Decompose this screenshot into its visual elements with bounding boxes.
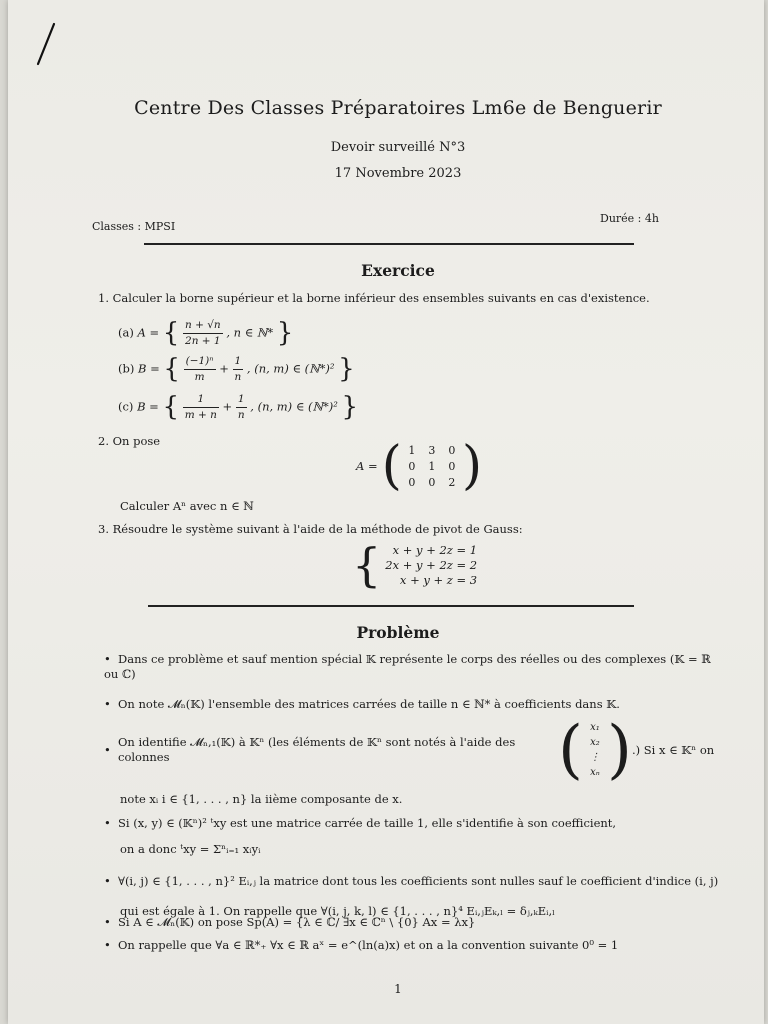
system-brace: {: [352, 538, 382, 592]
q1a-condition: , n ∈ ℕ*: [226, 325, 274, 340]
q1b-denominator-2: n: [234, 371, 242, 383]
matrix-cell: 2: [448, 475, 456, 489]
question-2-intro: 2. On pose: [98, 434, 161, 448]
q1c-label: (c): [118, 399, 134, 414]
bullet-text: On rappelle que ∀a ∈ ℝ*₊ ∀x ∈ ℝ aˣ = e^(ln(a)x) et on a la convention suivante 0⁰ = 1: [118, 938, 619, 952]
plus-sign: +: [219, 361, 229, 376]
close-brace: }: [341, 392, 359, 422]
q1a-label: (a): [118, 325, 134, 340]
matrix-cell: 0: [408, 475, 416, 489]
bullet-icon: •: [104, 697, 111, 711]
vector-entry: x₁: [590, 722, 600, 733]
bullet-item-5-line-2: qui est égale à 1. On rappelle que ∀(i, j, k, l) ∈ {1, . . . , n}⁴ Eᵢ,ⱼEₖ,ₗ = δⱼ,ₖEᵢ,ₗ: [120, 904, 555, 918]
q1c-lhs: B =: [137, 399, 159, 414]
left-paren: (: [558, 713, 583, 787]
question-3-intro: 3. Résoudre le système suivant à l'aide de la méthode de pivot de Gauss:: [98, 522, 523, 536]
question-1c: [118, 392, 358, 423]
right-paren: ): [606, 713, 632, 787]
bullet-text: Si (x, y) ∈ (𝕂ⁿ)² ᵗxy est une matrice carrée de taille 1, elle s'identifie à son coefficient,: [118, 816, 617, 830]
matrix-cell: 0: [428, 475, 436, 489]
matrix-cell: 1: [408, 443, 416, 457]
bullet-text: Dans ce problème et sauf mention spécial 𝕂 représente le corps des réelles ou des complexes (𝕂 = ℝ ou ℂ): [104, 652, 711, 681]
vector-entry: x₂: [590, 737, 600, 748]
q1b-lhs: B =: [138, 361, 160, 376]
close-brace: }: [276, 318, 294, 348]
matrix-cell: 1: [428, 459, 436, 473]
divider-top: [144, 243, 634, 245]
exam-duration: Durée : 4h: [600, 212, 659, 225]
plus-sign: +: [222, 399, 233, 414]
bullet-item-3: [104, 713, 724, 787]
bullet-text: Si A ∈ 𝓜ₙ(𝕂) on pose Sp(A) = {λ ∈ ℂ/ ∃x ∈ ℂⁿ \ {0} Ax = λx}: [118, 915, 476, 929]
bullet-icon: •: [104, 938, 111, 952]
q1b-condition: , (n, m) ∈ (ℕ*)²: [246, 361, 335, 376]
bullet-item-5: [104, 874, 724, 889]
question-1b: [118, 354, 355, 385]
q1b-denominator-1: m: [194, 371, 205, 383]
question-2-task: Calculer Aⁿ avec n ∈ ℕ: [120, 499, 254, 513]
q1c-denominator-2: n: [237, 409, 245, 421]
q1b-numerator-2: 1: [233, 354, 244, 370]
question-1a: [118, 318, 293, 349]
close-brace: }: [338, 354, 355, 384]
matrix-cell: 3: [428, 443, 436, 457]
q1a-fraction: [183, 318, 223, 349]
exam-date: 17 Novembre 2023: [334, 166, 462, 181]
system-equations: [385, 543, 477, 588]
bullet-item-2: [104, 697, 714, 712]
left-paren: (: [381, 436, 402, 496]
bullet-item-4-line-2: on a donc ᵗxy = Σⁿᵢ₌₁ xᵢyᵢ: [120, 842, 261, 856]
bullet-item-4: [104, 816, 724, 831]
matrix-cell: 0: [448, 443, 456, 457]
bullet-icon: •: [104, 652, 111, 666]
q1c-denominator-1: m + n: [184, 409, 217, 421]
exam-subtitle: Devoir surveillé N°3: [330, 140, 466, 155]
vector-entry: ⋮: [589, 752, 600, 763]
q1b-fraction-1: [184, 354, 216, 385]
matrix-cell: 0: [448, 459, 456, 473]
q1a-numerator: n + √n: [183, 318, 223, 334]
matrix-cell: 0: [408, 459, 416, 473]
bullet-item-7: [104, 938, 724, 953]
section-heading-exercice: Exercice: [361, 261, 435, 280]
equation-2: 2x + y + 2z = 2: [385, 557, 478, 572]
q1a-denominator: 2n + 1: [185, 335, 221, 347]
divider-middle: [148, 605, 634, 607]
bullet-text: On identifie 𝓜ₙ,₁(𝕂) à 𝕂ⁿ (les éléments de 𝕂ⁿ sont notés à l'aide des colonnes: [118, 735, 516, 764]
bullet-text: On note 𝓜ₙ(𝕂) l'ensemble des matrices carrées de taille n ∈ ℕ* à coefficients dans 𝕂.: [118, 697, 620, 711]
bullet-icon: •: [104, 915, 111, 929]
open-brace: {: [162, 318, 180, 348]
bullet-item-1: [104, 652, 714, 682]
vector-entry: xₙ: [590, 767, 600, 778]
bullet-text-continuation: .) Si x ∈ 𝕂ⁿ on: [631, 742, 715, 757]
bullet-item-3-line-2: note xᵢ i ∈ {1, . . . , n} la iième composante de x.: [120, 792, 403, 806]
open-brace: {: [162, 392, 180, 422]
section-heading-probleme: Problème: [356, 623, 440, 642]
document-title: Centre Des Classes Préparatoires Lm6e de Benguerir: [134, 97, 662, 119]
question-1-intro: 1. Calculer la borne supérieur et la borne inférieur des ensembles suivants en cas d'existence.: [98, 291, 650, 305]
q2-lhs: A =: [356, 458, 378, 473]
right-paren: ): [461, 436, 483, 496]
q1b-label: (b): [118, 361, 135, 376]
equation-3: x + y + z = 3: [399, 572, 478, 587]
question-2-matrix-block: [356, 436, 483, 496]
q1c-fraction-1: [183, 392, 219, 423]
equation-1: x + y + 2z = 1: [392, 542, 478, 557]
column-vector: [583, 720, 607, 780]
q1b-numerator-1: (−1)ⁿ: [184, 354, 216, 370]
matrix-A: [402, 443, 462, 490]
pen-stroke-mark: [34, 22, 58, 66]
bullet-icon: •: [104, 874, 111, 888]
q1b-fraction-2: [233, 354, 244, 385]
bullet-icon: •: [104, 816, 111, 830]
open-brace: {: [163, 354, 180, 384]
bullet-item-6: [104, 915, 724, 930]
q1c-condition: , (n, m) ∈ (ℕ*)²: [250, 399, 338, 414]
exam-sheet: [8, 0, 764, 1024]
bullet-text: ∀(i, j) ∈ {1, . . . , n}² Eᵢ,ⱼ la matrice dont tous les coefficients sont nulles sauf le coefficient d'indice (i, j): [118, 874, 719, 888]
page-number: 1: [394, 982, 402, 996]
bullet-icon: •: [104, 742, 111, 757]
q1c-numerator-1: 1: [183, 392, 219, 408]
q1c-fraction-2: [236, 392, 247, 423]
exam-class: Classes : MPSI: [92, 220, 176, 233]
q1c-numerator-2: 1: [236, 392, 247, 408]
q1a-lhs: A =: [137, 325, 160, 340]
question-3-system: [352, 538, 478, 592]
